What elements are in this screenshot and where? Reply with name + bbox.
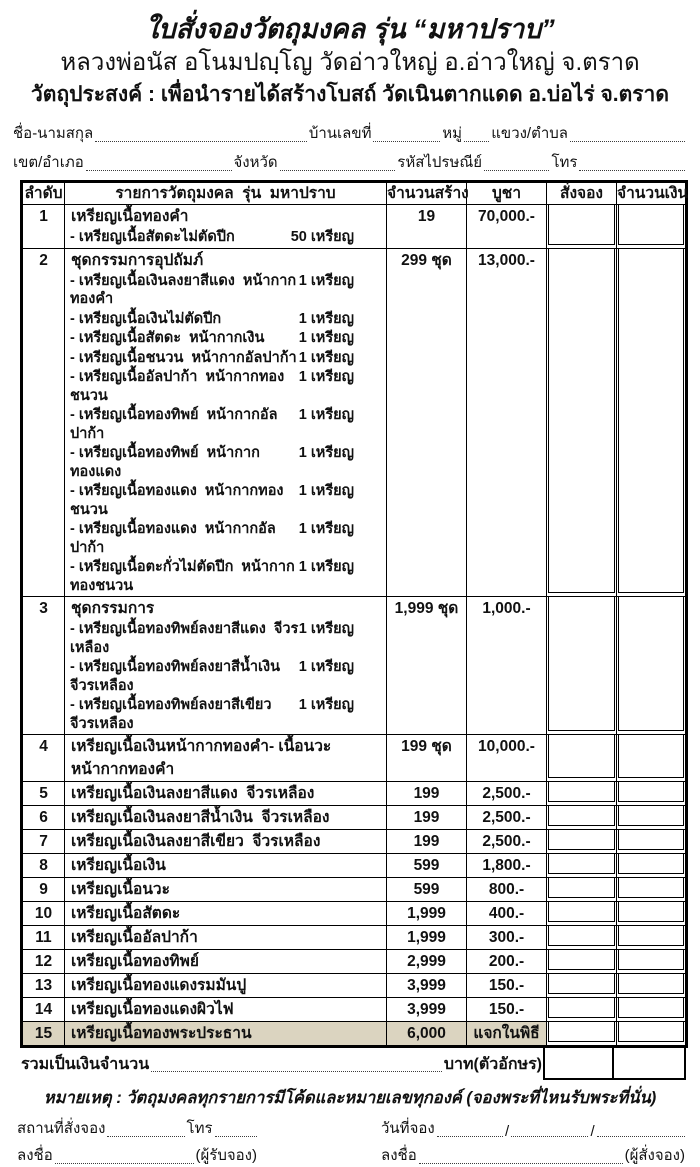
item-no: 3 xyxy=(22,597,65,735)
sub-item-qty: 1 เหรียญ xyxy=(298,349,354,366)
total-label: รวมเป็นเงินจำนวน xyxy=(21,1056,150,1073)
total-amount-box xyxy=(612,1046,686,1080)
header-description: รายการวัตถุมงคล รุ่น มหาปราบ xyxy=(65,182,387,205)
item-name: ชุดกรรมการ xyxy=(71,600,155,617)
header-no: ลำดับ xyxy=(22,182,65,205)
item-no: 10 xyxy=(22,902,65,926)
sub-item-qty: 1 เหรียญ xyxy=(298,330,354,346)
field-label-phone: โทร xyxy=(551,154,578,171)
amount-cell xyxy=(617,597,687,735)
sub-item-row xyxy=(65,310,386,330)
item-description xyxy=(65,205,387,249)
item-row xyxy=(22,878,687,902)
amount-write-in-box xyxy=(618,901,684,922)
item-qty-made: 199 xyxy=(387,782,467,806)
item-price: 13,000.- xyxy=(467,248,547,597)
date-separator: / xyxy=(504,1123,510,1140)
field-label-subdistrict: แขวง/ตำบล xyxy=(491,125,568,142)
order-write-in-box xyxy=(548,805,615,826)
order-qty-cell xyxy=(547,974,617,998)
order-write-in-box xyxy=(548,204,615,245)
item-name: เหรียญเนื้อทองทิพย์ xyxy=(71,953,199,970)
amount-write-in-box xyxy=(618,248,684,594)
sub-item-qty: 1 เหรียญ xyxy=(298,559,354,575)
item-description xyxy=(65,902,387,926)
order-write-in-box xyxy=(548,781,615,802)
item-row xyxy=(22,902,687,926)
order-qty-cell xyxy=(547,597,617,735)
sub-item-name: - เหรียญเนื้อทองทิพย์ หน้ากากอัลปาก้า xyxy=(70,407,278,442)
total-suffix: บาท(ตัวอักษร) xyxy=(443,1056,542,1073)
item-price: 1,800.- xyxy=(467,854,547,878)
order-write-in-box xyxy=(548,596,615,731)
order-date-label: วันที่จอง xyxy=(381,1120,435,1137)
sub-item-row xyxy=(65,329,386,349)
item-description xyxy=(65,854,387,878)
order-write-in-box xyxy=(548,829,615,850)
item-price: 2,500.- xyxy=(467,782,547,806)
amount-cell xyxy=(617,830,687,854)
item-row xyxy=(22,974,687,998)
footer xyxy=(16,1113,686,1167)
amount-write-in-box xyxy=(618,204,684,245)
amount-write-in-box xyxy=(618,949,684,970)
item-price: 2,500.- xyxy=(467,830,547,854)
order-place-label: สถานที่สั่งจอง xyxy=(17,1120,106,1137)
date-month-blank xyxy=(511,1135,588,1137)
order-qty-cell xyxy=(547,248,617,597)
footer-row-1 xyxy=(16,1113,686,1140)
sub-item-row xyxy=(65,520,386,558)
item-row xyxy=(22,782,687,806)
field-label-name: ชื่อ-นามสกุล xyxy=(13,125,94,142)
field-blank-name xyxy=(95,140,307,142)
document-title: ใบสั่งจองวัตถุมงคล รุ่น “มหาปราบ” xyxy=(145,14,555,44)
item-name: เหรียญเนื้อนวะ xyxy=(71,881,170,898)
sub-item-row xyxy=(65,272,386,310)
order-write-in-box xyxy=(548,248,615,594)
amount-write-in-box xyxy=(618,596,684,731)
sub-item-name: - เหรียญเนื้อชนวน หน้ากากอัลปาก้า xyxy=(70,349,297,366)
amount-cell xyxy=(617,902,687,926)
field-blank-subdistrict xyxy=(570,140,685,142)
header-amount: จำนวนเงิน xyxy=(617,182,687,205)
field-label-province: จังหวัด xyxy=(233,154,278,171)
order-write-in-box xyxy=(548,734,615,778)
order-qty-cell xyxy=(547,998,617,1022)
total-amount-blank xyxy=(151,1070,442,1072)
item-row xyxy=(22,926,687,950)
item-row xyxy=(22,735,687,782)
amount-cell xyxy=(617,878,687,902)
amount-write-in-box xyxy=(618,877,684,898)
item-name: เหรียญเนื้อทองคำ xyxy=(71,208,189,225)
order-qty-cell xyxy=(547,782,617,806)
item-description xyxy=(65,998,387,1022)
item-row xyxy=(22,998,687,1022)
sub-item-qty: 50 เหรียญ xyxy=(290,229,354,245)
sub-item-qty: 1 เหรียญ xyxy=(298,621,354,637)
item-row xyxy=(22,950,687,974)
item-no: 2 xyxy=(22,248,65,597)
amount-cell xyxy=(617,806,687,830)
purpose-line: วัตถุประสงค์ : เพื่อนำรายได้สร้างโบสถ์ วัดเนินตากแดด อ.บ่อไร่ จ.ตราด xyxy=(31,83,669,106)
sub-item-name: - เหรียญเนื้อทองทิพย์ลงยาสีเขียว จีวรเหลือง xyxy=(70,697,280,732)
sub-item-qty: 1 เหรียญ xyxy=(298,407,354,423)
sub-item-row xyxy=(65,406,386,444)
amount-write-in-box xyxy=(618,1021,684,1042)
item-row xyxy=(22,597,687,735)
item-qty-made: 19 xyxy=(387,205,467,249)
field-blank-postcode xyxy=(484,169,549,171)
item-qty-made: 199 xyxy=(387,830,467,854)
item-no: 6 xyxy=(22,806,65,830)
receiver-sign-blank xyxy=(55,1162,194,1164)
order-qty-cell xyxy=(547,205,617,249)
item-no: 11 xyxy=(22,926,65,950)
field-label-postcode: รหัสไปรษณีย์ xyxy=(397,154,483,171)
item-name: เหรียญเนื้อเงินลงยาสีน้ำเงิน จีวรเหลือง xyxy=(71,809,330,826)
header-qty-made: จำนวนสร้าง xyxy=(387,182,467,205)
orderer-sign-suffix: (ผู้สั่งจอง) xyxy=(624,1147,685,1164)
tel-blank xyxy=(215,1135,257,1137)
amount-write-in-box xyxy=(618,925,684,946)
item-name: เหรียญเนื้อเงินลงยาสีแดง จีวรเหลือง xyxy=(71,785,315,802)
amount-write-in-box xyxy=(618,853,684,874)
order-write-in-box xyxy=(548,925,615,946)
orderer-signature-group xyxy=(380,1143,686,1167)
item-qty-made: 599 xyxy=(387,878,467,902)
item-no: 15 xyxy=(22,1022,65,1047)
order-write-in-box xyxy=(548,997,615,1018)
order-write-in-box xyxy=(548,949,615,970)
item-no: 14 xyxy=(22,998,65,1022)
sub-item-qty: 1 เหรียญ xyxy=(298,483,354,499)
item-price: แจกในพิธี xyxy=(467,1022,547,1047)
sub-item-name: - เหรียญเนื้อทองแดง หน้ากากทองชนวน xyxy=(70,483,284,518)
field-blank-district xyxy=(86,169,232,171)
sub-item-name: - เหรียญเนื้อเงินไม่ตัดปีก xyxy=(70,310,222,327)
sub-item-qty: 1 เหรียญ xyxy=(298,659,354,675)
item-no: 5 xyxy=(22,782,65,806)
sub-item-name: - เหรียญเนื้อทองทิพย์ลงยาสีน้ำเงิน จีวรเหลือง xyxy=(70,659,289,694)
amount-write-in-box xyxy=(618,829,684,850)
item-no: 4 xyxy=(22,735,65,782)
item-name: เหรียญเนื้อทองแดงผิวไฟ xyxy=(71,1001,234,1018)
field-label-moo: หมู่ xyxy=(442,125,462,142)
total-text xyxy=(20,1048,543,1080)
item-description xyxy=(65,782,387,806)
sub-item-row xyxy=(65,482,386,520)
item-price: 150.- xyxy=(467,974,547,998)
item-price: 1,000.- xyxy=(467,597,547,735)
item-name: ชุดกรรมการอุปถัมภ์ xyxy=(71,251,204,269)
order-write-in-box xyxy=(548,901,615,922)
amount-write-in-box xyxy=(618,734,684,778)
sub-item-qty: 1 เหรียญ xyxy=(298,369,354,385)
field-blank-house-no xyxy=(373,140,440,142)
amount-write-in-box xyxy=(618,997,684,1018)
item-description xyxy=(65,248,387,597)
note-line: หมายเหตุ : วัตถุมงคลทุกรายการมีโค้ดและหมายเลขทุกองค์ (จองพระที่ไหนรับพระที่นั่น) xyxy=(43,1089,657,1107)
item-row xyxy=(22,830,687,854)
order-qty-cell xyxy=(547,902,617,926)
item-qty-made: 2,999 xyxy=(387,950,467,974)
item-qty-made: 299 ชุด xyxy=(387,248,467,597)
item-description xyxy=(65,878,387,902)
item-qty-made: 1,999 xyxy=(387,926,467,950)
amount-cell xyxy=(617,974,687,998)
field-blank-province xyxy=(280,169,396,171)
sub-item-name: - เหรียญเนื้อสัตดะไม่ตัดปีก xyxy=(70,229,235,245)
sub-item-name: - เหรียญเนื้ออัลปาก้า หน้ากากทองชนวน xyxy=(70,369,285,404)
amount-cell xyxy=(617,248,687,597)
item-name: เหรียญเนื้อเงินลงยาสีเขียว จีวรเหลือง xyxy=(71,833,321,850)
amount-cell xyxy=(617,782,687,806)
total-row xyxy=(20,1048,685,1080)
sub-item-qty: 1 เหรียญ xyxy=(298,310,354,327)
item-description xyxy=(65,735,387,782)
item-row xyxy=(22,205,687,249)
item-description xyxy=(65,1022,387,1047)
item-qty-made: 599 xyxy=(387,854,467,878)
orderer-sign-label: ลงชื่อ xyxy=(381,1147,417,1164)
sub-item-name: - เหรียญเนื้อทองทิพย์ หน้ากากทองแดง xyxy=(70,445,260,480)
sub-item-row xyxy=(65,558,386,596)
item-no: 12 xyxy=(22,950,65,974)
item-qty-made: 199 xyxy=(387,806,467,830)
sub-item-name: - เหรียญเนื้อทองแดง หน้ากากอัลปาก้า xyxy=(70,521,276,556)
order-qty-cell xyxy=(547,878,617,902)
item-no: 13 xyxy=(22,974,65,998)
form-fields-line-1 xyxy=(12,116,686,145)
sub-item-row xyxy=(65,368,386,406)
order-write-in-box xyxy=(548,1021,615,1042)
item-row xyxy=(22,1022,687,1047)
item-price: 400.- xyxy=(467,902,547,926)
item-description xyxy=(65,597,387,735)
sub-item-qty: 1 เหรียญ xyxy=(298,697,354,713)
order-write-in-box xyxy=(548,973,615,994)
date-separator: / xyxy=(590,1123,595,1140)
order-date-group xyxy=(380,1116,686,1140)
item-row xyxy=(22,248,687,597)
order-qty-cell xyxy=(547,806,617,830)
order-qty-cell xyxy=(547,735,617,782)
sub-item-name: - เหรียญเนื้อทองทิพย์ลงยาสีแดง จีวรเหลือง xyxy=(70,621,299,656)
amount-write-in-box xyxy=(618,805,684,826)
field-blank-moo xyxy=(464,140,489,142)
sub-item-row xyxy=(65,228,386,248)
item-row xyxy=(22,854,687,878)
order-qty-cell xyxy=(547,950,617,974)
item-name: เหรียญเนื้อสัตดะ xyxy=(71,905,181,922)
item-qty-made: 1,999 ชุด xyxy=(387,597,467,735)
amount-cell xyxy=(617,998,687,1022)
receiver-signature-group xyxy=(16,1143,258,1167)
item-no: 1 xyxy=(22,205,65,249)
order-qty-cell xyxy=(547,926,617,950)
item-description xyxy=(65,830,387,854)
amount-cell xyxy=(617,735,687,782)
item-price: 800.- xyxy=(467,878,547,902)
receiver-sign-label: ลงชื่อ xyxy=(17,1147,53,1164)
amount-write-in-box xyxy=(618,973,684,994)
item-price: 2,500.- xyxy=(467,806,547,830)
sub-item-row xyxy=(65,349,386,369)
amount-cell xyxy=(617,1022,687,1047)
field-blank-phone xyxy=(579,169,685,171)
sub-item-row xyxy=(65,696,386,734)
item-qty-made: 3,999 xyxy=(387,974,467,998)
header-order: สั่งจอง xyxy=(547,182,617,205)
amount-write-in-box xyxy=(618,781,684,802)
sub-item-row xyxy=(65,444,386,482)
amount-cell xyxy=(617,926,687,950)
item-qty-made: 199 ชุด xyxy=(387,735,467,782)
order-place-group xyxy=(16,1116,258,1140)
total-order-box xyxy=(543,1046,614,1080)
item-name: เหรียญเนื้อเงิน xyxy=(71,857,166,874)
form-fields-line-2 xyxy=(12,145,686,174)
items-body xyxy=(22,205,687,1047)
date-year-blank xyxy=(597,1135,685,1137)
field-label-house-no: บ้านเลขที่ xyxy=(308,125,372,142)
amount-cell xyxy=(617,950,687,974)
order-qty-cell xyxy=(547,854,617,878)
order-write-in-box xyxy=(548,853,615,874)
order-qty-cell xyxy=(547,830,617,854)
sub-item-qty: 1 เหรียญ xyxy=(298,272,354,289)
item-description xyxy=(65,926,387,950)
order-qty-cell xyxy=(547,1022,617,1047)
item-name: เหรียญเนื้อทองแดงรมมันปู xyxy=(71,977,247,994)
item-qty-made: 6,000 xyxy=(387,1022,467,1047)
item-no: 7 xyxy=(22,830,65,854)
item-name: เหรียญเนื้อเงินหน้ากากทองคำ- เนื้อนวะหน้ากากทองคำ xyxy=(71,738,332,778)
sub-item-qty: 1 เหรียญ xyxy=(298,521,354,537)
sub-item-name: - เหรียญเนื้อตะกั่วไม่ตัดปีก หน้ากากทองชนวน xyxy=(70,559,295,594)
item-description xyxy=(65,974,387,998)
item-qty-made: 1,999 xyxy=(387,902,467,926)
header-price: บูชา xyxy=(467,182,547,205)
amount-cell xyxy=(617,205,687,249)
item-price: 300.- xyxy=(467,926,547,950)
item-name: เหรียญเนื้อทองพระประธาน xyxy=(71,1025,252,1042)
item-price: 200.- xyxy=(467,950,547,974)
items-table xyxy=(20,180,688,1048)
applicant-fields xyxy=(12,116,686,174)
item-description xyxy=(65,950,387,974)
sub-item-name: - เหรียญเนื้อสัตดะ หน้ากากเงิน xyxy=(70,330,265,346)
item-description xyxy=(65,806,387,830)
tel-label: โทร xyxy=(186,1120,213,1137)
table-header-row xyxy=(22,182,687,205)
sub-item-row xyxy=(65,658,386,696)
order-place-blank xyxy=(107,1135,184,1137)
item-price: 10,000.- xyxy=(467,735,547,782)
footer-row-2 xyxy=(16,1140,686,1167)
sub-item-qty: 1 เหรียญ xyxy=(298,445,354,461)
orderer-sign-blank xyxy=(419,1162,623,1164)
receiver-sign-suffix: (ผู้รับจอง) xyxy=(195,1147,257,1164)
item-price: 70,000.- xyxy=(467,205,547,249)
field-label-district: เขต/อำเภอ xyxy=(13,154,84,171)
amount-cell xyxy=(617,854,687,878)
item-row xyxy=(22,806,687,830)
item-qty-made: 3,999 xyxy=(387,998,467,1022)
date-day-blank xyxy=(437,1135,503,1137)
item-no: 8 xyxy=(22,854,65,878)
sub-item-name: - เหรียญเนื้อเงินลงยาสีแดง หน้ากากทองคำ xyxy=(70,272,297,307)
item-price: 150.- xyxy=(467,998,547,1022)
item-no: 9 xyxy=(22,878,65,902)
item-name: เหรียญเนื้ออัลปาก้า xyxy=(71,929,198,946)
sub-item-row xyxy=(65,620,386,658)
temple-line: หลวงพ่อนัส อโนมปญฺโญ วัดอ่าวใหญ่ อ.อ่าวใหญ่ จ.ตราด xyxy=(60,49,640,76)
order-write-in-box xyxy=(548,877,615,898)
